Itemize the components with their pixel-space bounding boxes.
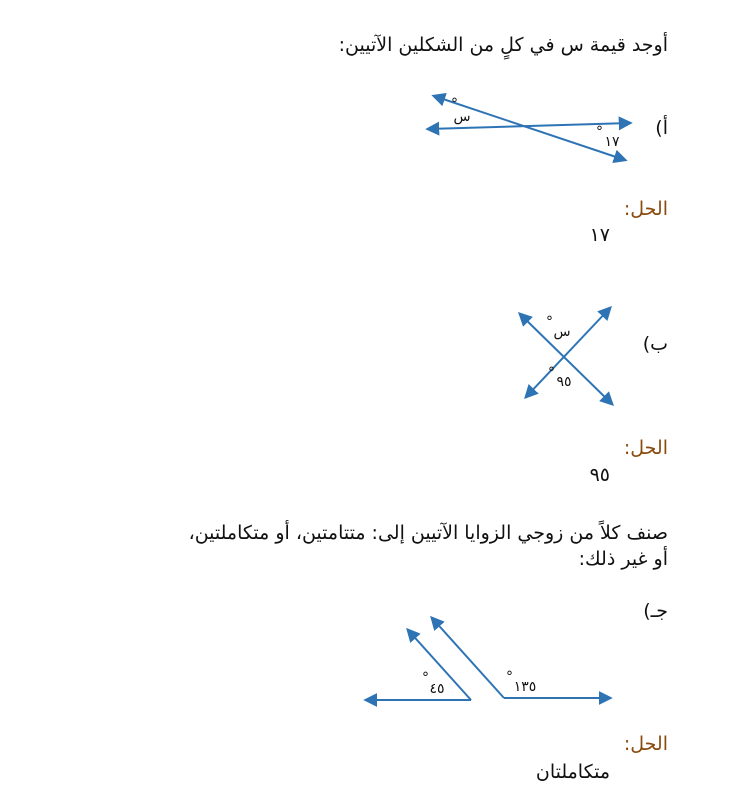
part-b-x-label: س xyxy=(553,324,571,340)
part-c-solution-label: الحل: xyxy=(623,733,668,755)
part-b-answer: ٩٥ xyxy=(589,464,610,486)
part-b-label: ب) xyxy=(642,333,668,355)
part-c-answer: متكاملتان xyxy=(535,761,610,783)
part-c-label: جـ) xyxy=(643,600,668,622)
part-a-solution-label: الحل: xyxy=(623,198,668,220)
part-a-x-degree: ° xyxy=(451,96,458,112)
part-b-angle-degree: ° xyxy=(548,365,555,381)
part-a-answer: ١٧ xyxy=(589,224,610,246)
part-c-angle1-degree: ° xyxy=(422,670,429,686)
part-b-solution-label: الحل: xyxy=(623,437,668,459)
question-2-line-1: صنف كلاً من زوجي الزوايا الآتيين إلى: متتامتين، أو متكاملتين، xyxy=(188,522,668,544)
part-b-angle-label: ٩٥ xyxy=(556,374,572,390)
part-c-angle2-label: ١٣٥ xyxy=(513,679,537,695)
part-a-angle-degree: ° xyxy=(596,124,603,140)
question-2-line-2: أو غير ذلك: xyxy=(578,548,668,570)
part-a-angle-label: ١٧ xyxy=(604,134,620,150)
part-c-angle2-degree: ° xyxy=(506,669,513,685)
part-c-angle1-label: ٤٥ xyxy=(429,681,445,697)
part-a-x-label: س xyxy=(453,109,471,125)
question-1-text: أوجد قيمة س في كلٍ من الشكلين الآتيين: xyxy=(338,34,668,56)
part-b-x-degree: ° xyxy=(546,314,553,330)
part-a-label: أ) xyxy=(655,117,668,139)
